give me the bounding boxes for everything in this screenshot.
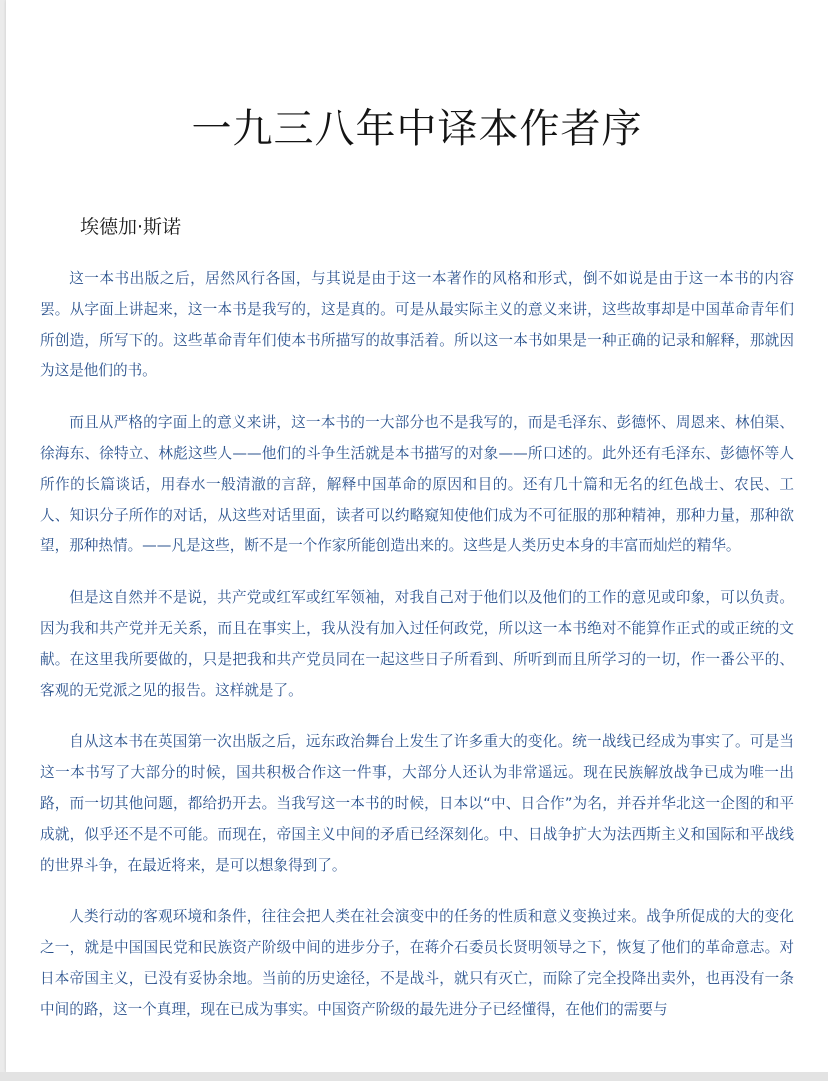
document-body xyxy=(40,264,794,1047)
paragraph-5: 人类行动的客观环境和条件，往往会把人类在社会演变中的任务的性质和意义变换过来。战争所促成的大的变化之一，就是中国国民党和民族资产阶级中间的进步分子，在蒋介石委员长贤明领导之下，恢复了他们的革命意志。对日本帝国主义，已没有妥协余地。当前的历史途径，不是战斗，就只有灭亡，而除了完全投降出卖外，也再没有一条中间的路，这一个真理，现在已成为事实。中国资产阶级的最先进分子已经懂得，在他们的需要与 xyxy=(40,908,794,1018)
paragraph-1: 这一本书出版之后，居然风行各国，与其说是由于这一本著作的风格和形式，倒不如说是由于这一本书的内容罢。从字面上讲起来，这一本书是我写的，这是真的。可是从最实际主义的意义来讲，这些故事却是中国革命青年们所创造，所写下的。这些革命青年们使本书所描写的故事活着。所以这一本书如果是一种正确的记录和解释，那就因为这是他们的书。 xyxy=(40,270,794,380)
paragraph-3: 但是这自然并不是说，共产党或红军或红军领袖，对我自己对于他们以及他们的工作的意见或印象，可以负责。因为我和共产党并无关系，而且在事实上，我从没有加入过任何政党，所以这一本书绝对不能算作正式的或正统的文献。在这里我所要做的，只是把我和共产党员同在一起这些日子所看到、所听到而且所学习的一切，作一番公平的、客观的无党派之见的报告。这样就是了。 xyxy=(40,589,794,699)
page-title: 一九三八年中译本作者序 xyxy=(191,106,643,152)
paragraph-4: 自从这本书在英国第一次出版之后，远东政治舞台上发生了许多重大的变化。统一战线已经成为事实了。可是当这一本书写了大部分的时候，国共积极合作这一件事，大部分人还认为非常遥远。现在民族解放战争已成为唯一出路，而一切其他问题，都给扔开去。当我写这一本书的时候，日本以“中、日合作”为名，并吞并华北这一企图的和平成就，似乎还不是不可能。而现在，帝国主义中间的矛盾已经深刻化。中、日战争扩大为法西斯主义和国际和平战线的世界斗争，在最近将来，是可以想象得到了。 xyxy=(40,733,794,874)
viewer-bottom-edge xyxy=(0,1072,828,1081)
paragraph-2: 而且从严格的字面上的意义来讲，这一本书的一大部分也不是我写的，而是毛泽东、彭德怀、周恩来、林伯渠、徐海东、徐特立、林彪这些人——他们的斗争生活就是本书描写的对象——所口述的。此外还有毛泽东、彭德怀等人所作的长篇谈话，用春水一般清澈的言辞，解释中国革命的原因和目的。还有几十篇和无名的红色战士、农民、工人、知识分子所作的对话，从这些对话里面，读者可以约略窥知使他们成为不可征服的那种精神，那种力量，那种欲望，那种热情。——凡是这些，断不是一个作家所能创造出来的。这些是人类历史本身的丰富而灿烂的精华。 xyxy=(40,414,794,555)
document-page xyxy=(6,0,828,1072)
author-name: 埃德加·斯诺 xyxy=(80,216,182,238)
